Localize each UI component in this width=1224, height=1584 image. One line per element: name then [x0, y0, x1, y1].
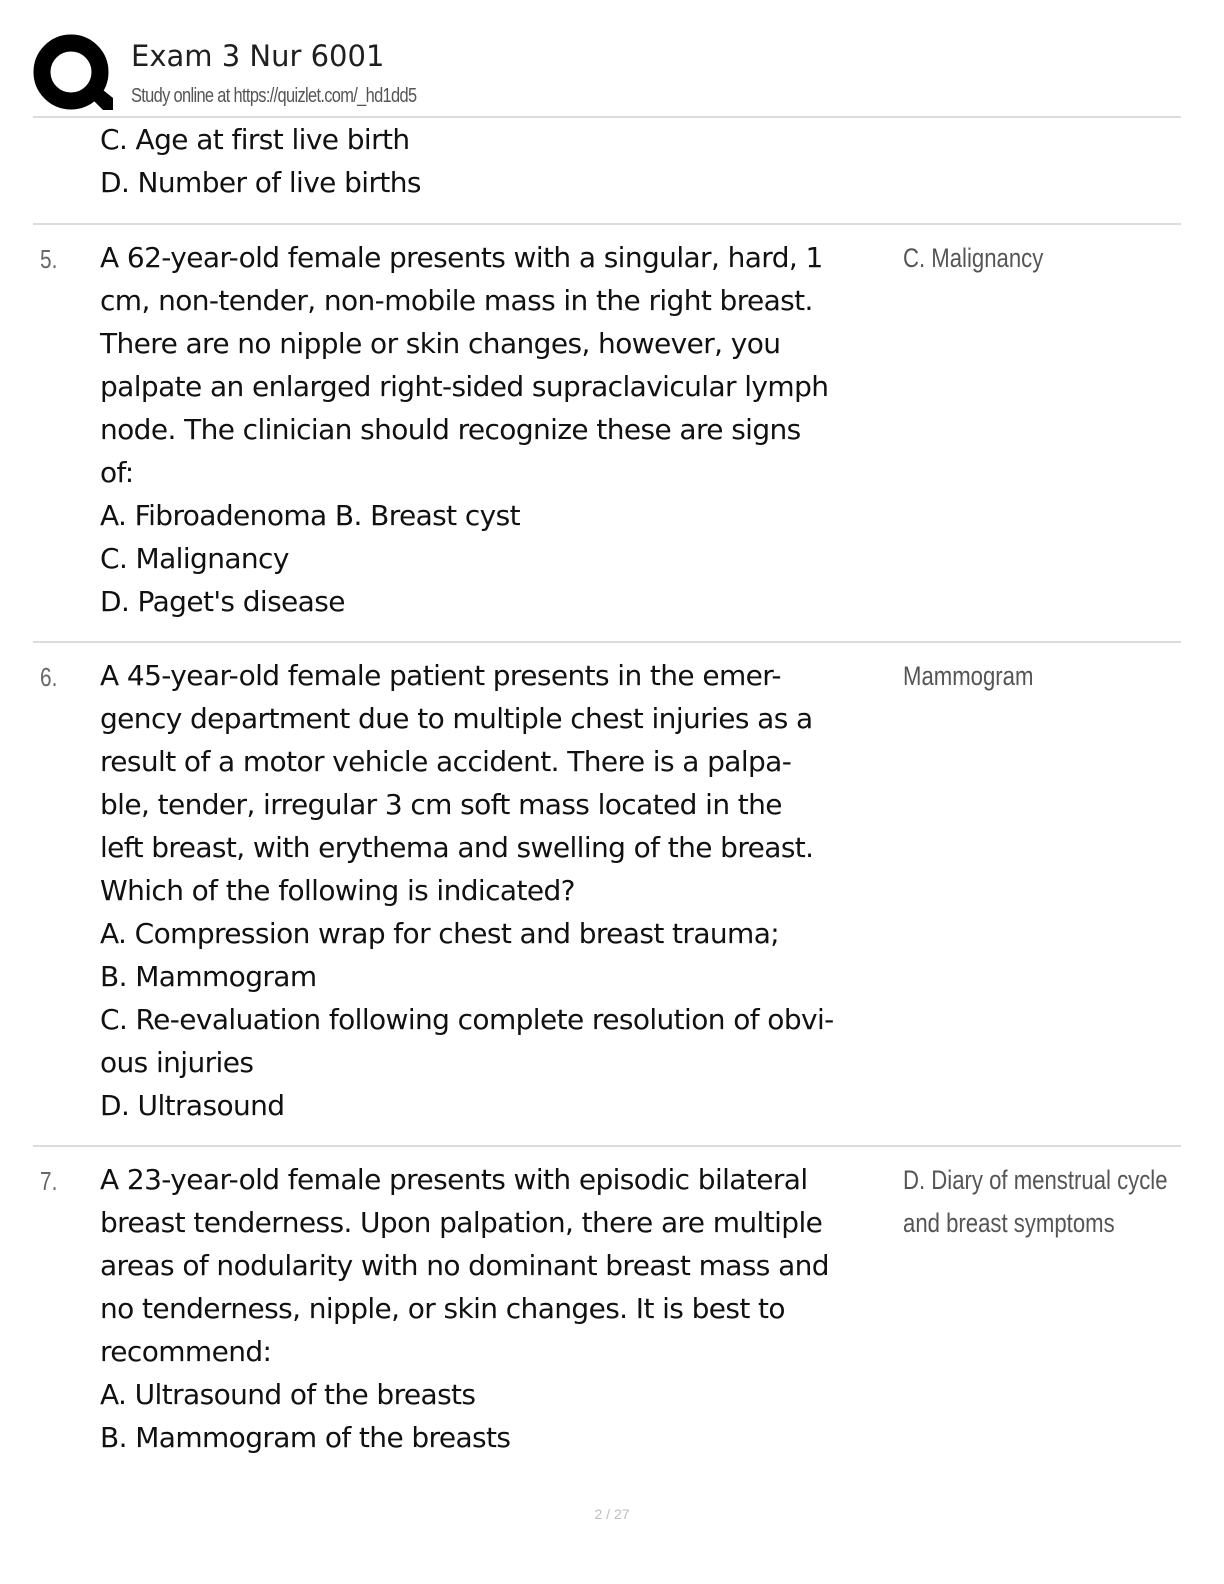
option-line: B. Mammogram of the breasts	[100, 1421, 511, 1454]
option-line: C. Age at first live birth	[100, 123, 410, 156]
question-line: There are no nipple or skin changes, however, you	[100, 327, 781, 360]
question-divider	[33, 223, 1181, 225]
option-line: ous injuries	[100, 1046, 254, 1079]
question-line: A 23-year-old female presents with episodic bilateral	[100, 1163, 808, 1196]
question-number: 6.	[40, 662, 58, 692]
page-header	[0, 0, 1224, 118]
question-line: A 45-year-old female patient presents in the emer-	[100, 659, 781, 692]
answer-text	[903, 655, 1174, 698]
question-line: result of a motor vehicle accident. There is a palpa-	[100, 745, 792, 778]
question-line: of:	[100, 456, 134, 489]
question-line: A 62-year-old female presents with a singular, hard, 1	[100, 241, 823, 274]
continued-options	[100, 118, 900, 204]
answer-line: Mammogram	[903, 661, 1034, 691]
question-line: areas of nodularity with no dominant breast mass and	[100, 1249, 829, 1282]
question-divider	[33, 1145, 1181, 1147]
answer-line: C. Malignancy	[903, 243, 1044, 273]
question-line: left breast, with erythema and swelling of the breast.	[100, 831, 814, 864]
question-line: breast tenderness. Upon palpation, there are multiple	[100, 1206, 823, 1239]
set-title: Exam 3 Nur 6001	[131, 39, 385, 73]
option-line: B. Mammogram	[100, 960, 317, 993]
question-number: 7.	[40, 1166, 58, 1196]
question-text	[100, 654, 900, 1127]
question-line: node. The clinician should recognize these are signs	[100, 413, 801, 446]
question-line: cm, non-tender, non-mobile mass in the right breast.	[100, 284, 813, 317]
question-divider	[33, 641, 1181, 643]
question-text	[100, 236, 900, 623]
option-line: A. Fibroadenoma B. Breast cyst	[100, 499, 520, 532]
answer-line: D. Diary of menstrual cycle	[903, 1165, 1168, 1195]
answer-text	[903, 1159, 1174, 1245]
question-line: recommend:	[100, 1335, 272, 1368]
option-line: C. Re-evaluation following complete resolution of obvi-	[100, 1003, 834, 1036]
study-online-link[interactable]: Study online at https://quizlet.com/_hd1dd5	[131, 85, 417, 107]
answer-text	[903, 237, 1174, 280]
option-line: D. Ultrasound	[100, 1089, 285, 1122]
question-line: no tenderness, nipple, or skin changes. It is best to	[100, 1292, 785, 1325]
option-line: A. Ultrasound of the breasts	[100, 1378, 476, 1411]
question-text	[100, 1158, 900, 1459]
question-line: gency department due to multiple chest injuries as a	[100, 702, 813, 735]
option-line: D. Number of live births	[100, 166, 421, 199]
question-number: 5.	[40, 244, 58, 274]
option-line: A. Compression wrap for chest and breast trauma;	[100, 917, 780, 950]
question-line: ble, tender, irregular 3 cm soft mass located in the	[100, 788, 782, 821]
option-line: C. Malignancy	[100, 542, 289, 575]
answer-line: and breast symptoms	[903, 1208, 1115, 1238]
option-line: D. Paget's disease	[100, 585, 345, 618]
question-line: palpate an enlarged right-sided supraclavicular lymph	[100, 370, 829, 403]
question-line: Which of the following is indicated?	[100, 874, 575, 907]
page-number: 2 / 27	[594, 1506, 630, 1522]
quizlet-logo-icon	[33, 34, 113, 114]
